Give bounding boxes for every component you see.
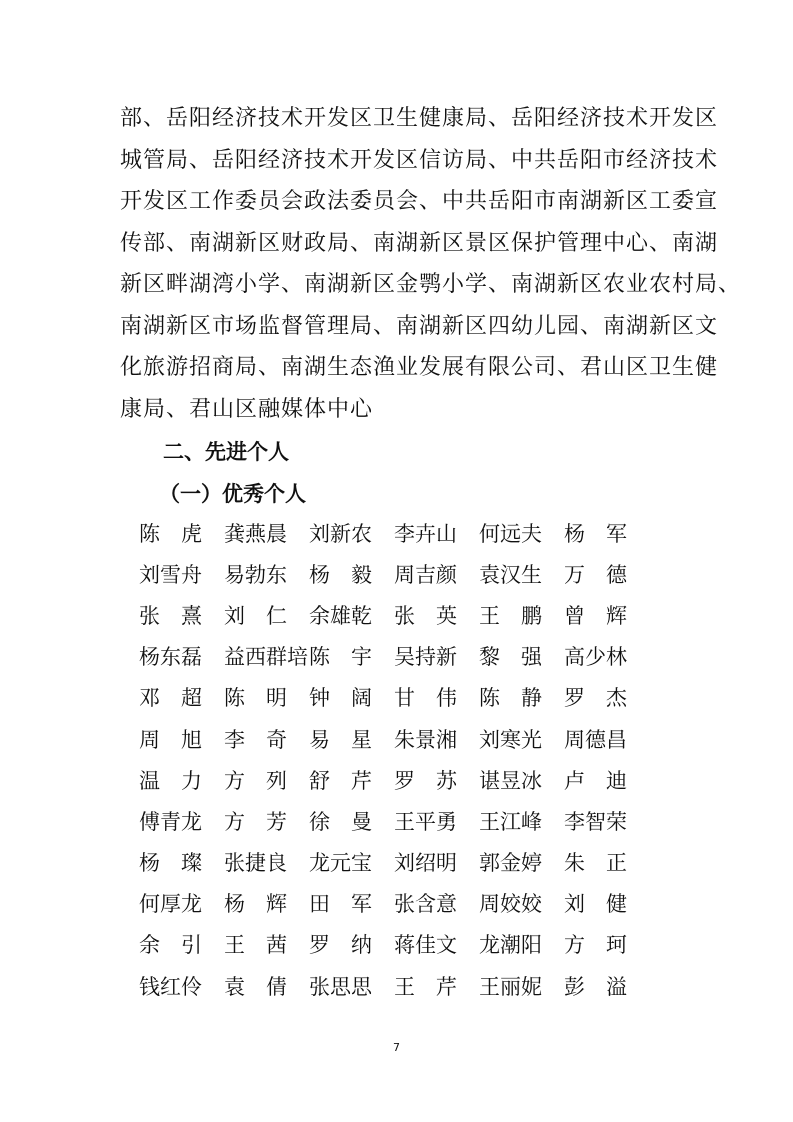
paragraph-line: 传部、南湖新区财政局、南湖新区景区保护管理中心、南湖 [120,230,719,256]
name-list [139,512,659,1006]
person-name: 方珂 [564,933,648,958]
person-name: 邓超 [139,686,223,711]
person-name: 甘伟 [394,686,478,711]
person-name: 易星 [309,727,393,752]
person-name: 刘新农 [309,521,372,546]
section-heading-individuals: 二、先进个人 [163,440,289,464]
person-name: 罗纳 [309,933,393,958]
person-name: 龙元宝 [309,851,372,876]
person-name: 余雄乾 [309,603,372,628]
person-name: 方列 [224,768,308,793]
person-name: 杨东磊 [139,645,202,670]
person-name: 田军 [309,892,393,917]
person-name: 刘绍明 [394,851,457,876]
person-name: 刘雪舟 [139,562,202,587]
person-name: 张捷良 [224,851,287,876]
person-name: 舒芹 [309,768,393,793]
person-name: 钱红伶 [139,974,202,999]
continued-paragraph [120,98,742,430]
person-name: 周姣姣 [479,892,542,917]
person-name: 王芹 [394,974,478,999]
name-row [139,636,659,677]
person-name: 万德 [564,562,648,587]
person-name: 张熹 [139,603,223,628]
person-name: 吴持新 [394,645,457,670]
name-row [139,677,659,718]
page-number: 7 [393,1041,400,1054]
person-name: 陈宇 [309,645,393,670]
person-name: 高少林 [564,645,627,670]
person-name: 龙潮阳 [479,933,542,958]
person-name: 朱景湘 [394,727,457,752]
name-row [139,718,659,759]
person-name: 彭溢 [564,974,648,999]
person-name: 方芳 [224,809,308,834]
person-name: 李卉山 [394,521,457,546]
person-name: 刘寒光 [479,727,542,752]
person-name: 谌昱冰 [479,768,542,793]
name-row [139,800,659,841]
person-name: 王丽妮 [479,974,542,999]
person-name: 杨军 [564,521,648,546]
person-name: 李智荣 [564,809,627,834]
person-name: 周吉颜 [394,562,457,587]
person-name: 周德昌 [564,727,627,752]
name-row [139,924,659,965]
paragraph-line: 南湖新区市场监督管理局、南湖新区四幼儿园、南湖新区文 [120,313,719,339]
name-row [139,965,659,1006]
person-name: 龚燕晨 [224,521,287,546]
subsection-heading-outstanding: （一）优秀个人 [159,482,306,506]
person-name: 徐曼 [309,809,393,834]
person-name: 易勃东 [224,562,287,587]
name-row [139,842,659,883]
paragraph-line: 化旅游招商局、南湖生态渔业发展有限公司、君山区卫生健 [120,355,719,380]
name-row [139,883,659,924]
person-name: 王江峰 [479,809,542,834]
paragraph-line: 开发区工作委员会政法委员会、中共岳阳市南湖新区工委宣 [120,189,719,214]
person-name: 周旭 [139,727,223,752]
person-name: 罗杰 [564,686,648,711]
person-name: 李奇 [224,727,308,752]
person-name: 王平勇 [394,809,457,834]
person-name: 曾辉 [564,603,648,628]
person-name: 钟阔 [309,686,393,711]
person-name: 杨璨 [139,851,223,876]
name-row [139,512,659,553]
person-name: 何厚龙 [139,892,202,917]
person-name: 卢迪 [564,768,648,793]
person-name: 罗苏 [394,768,478,793]
person-name: 张英 [394,603,478,628]
name-row [139,759,659,800]
person-name: 刘仁 [224,603,308,628]
person-name: 袁倩 [224,974,308,999]
person-name: 余引 [139,933,223,958]
name-row [139,553,659,594]
person-name: 刘健 [564,892,648,917]
person-name: 郭金婷 [479,851,542,876]
person-name: 蒋佳文 [394,933,457,958]
person-name: 温力 [139,768,223,793]
name-row [139,594,659,635]
paragraph-line: 康局、君山区融媒体中心 [120,396,374,422]
person-name: 朱正 [564,851,648,876]
person-name: 袁汉生 [479,562,542,587]
person-name: 陈静 [479,686,563,711]
person-name: 何远夫 [479,521,542,546]
paragraph-line: 部、岳阳经济技术开发区卫生健康局、岳阳经济技术开发区 [120,106,719,131]
person-name: 陈明 [224,686,308,711]
person-name: 陈虎 [139,521,223,546]
person-name: 张含意 [394,892,457,917]
paragraph-line: 城管局、岳阳经济技术开发区信访局、中共岳阳市经济技术 [120,147,719,173]
person-name: 王鹏 [479,603,563,628]
person-name: 杨辉 [224,892,308,917]
person-name: 杨毅 [309,562,393,587]
person-name: 王茜 [224,933,308,958]
person-name: 益西群培 [224,645,308,670]
person-name: 张思思 [309,974,372,999]
person-name: 傅青龙 [139,809,202,834]
paragraph-line: 新区畔湖湾小学、南湖新区金鹗小学、南湖新区农业农村局、 [120,272,742,297]
person-name: 黎强 [479,645,563,670]
